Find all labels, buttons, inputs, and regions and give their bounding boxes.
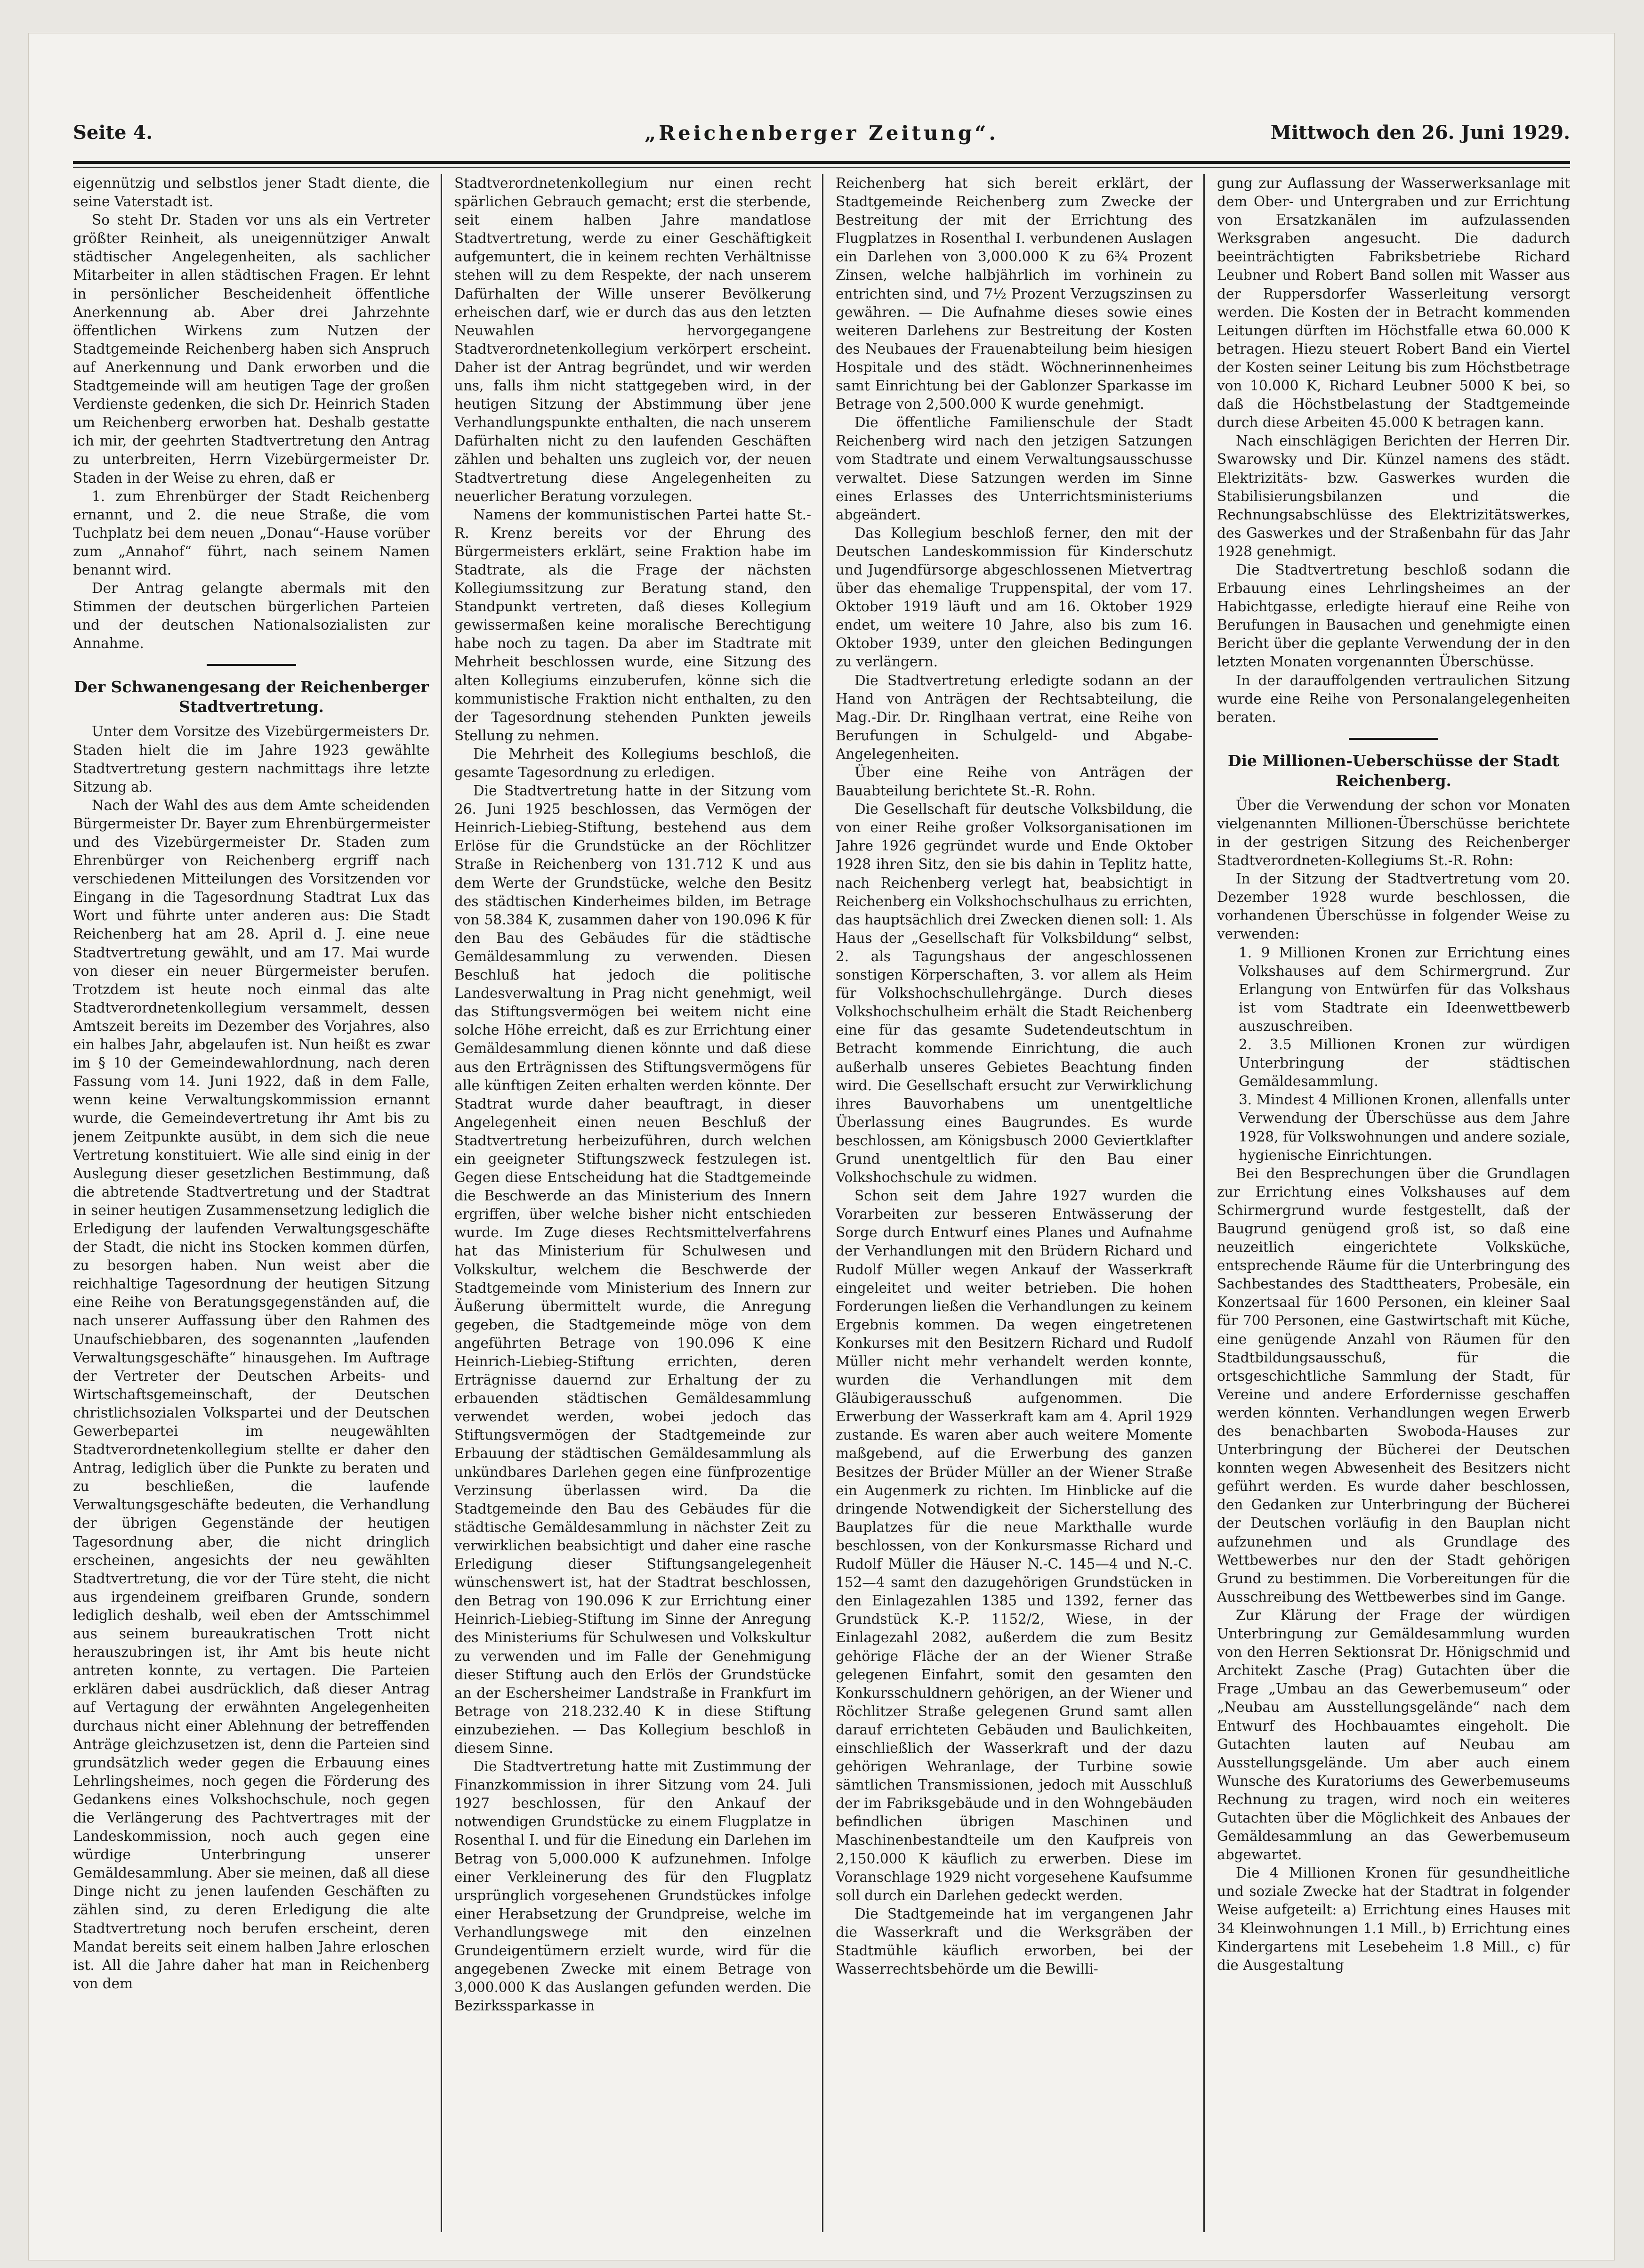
list-item: 3. Mindest 4 Millionen Kronen, allenfalls unter Verwendung der Überschüsse aus dem Jahre 1928, für Volkswohnungen und andere soziale, hygienische Einrichtungen. bbox=[1239, 1092, 1570, 1163]
paragraph: Die Gesellschaft für deutsche Volksbildung, die von einer Reihe großer Volksorganisationen im Jahre 1926 gegründet wurde und Ende Oktober 1928 ihren Sitz, den sie bis dahin in Teplitz hatte, nach Reichenberg verlegt hat, beabsichtigt in Reichenberg ein Volkshochschulhaus zu errichten, das hauptsächlich drei Zwecken dienen soll: 1. Als Haus der „Gesellschaft für Volksbildung“ selbst, 2. als Tagungshaus der angeschlossenen sonstigen Körperschaften, 3. vor allem als Heim für Volkshochschullehrgänge. Durch dieses Volkshochschulheim erhält die Stadt Reichenberg eine für das gesamte Sudetendeutschtum in Betracht kommende Einrichtung, die auch außerhalb unseres Gebietes Beachtung finden wird. Die Gesellschaft ersucht zur Verwirklichung ihres Bauvorhabens um unentgeltliche Überlassung eines Baugrundes. Es wurde beschlossen, am Königsbusch 2000 Geviertklafter Grund unentgeltlich für den Bau einer Volkshochschule zu widmen. bbox=[836, 801, 1193, 1186]
paragraph: Die Stadtvertretung hatte in der Sitzung vom 26. Juni 1925 beschlossen, das Vermögen der Heinrich-Liebieg-Stiftung, bestehend aus dem Erlöse für die Grundstücke an der Röchlitzer Straße in Reichenberg von 131.712 K und aus dem Werte der Grundstücke, welche den Besitz des städtischen Kinderheimes bilden, im Betrage von 58.384 K, zusammen daher von 190.096 K für den Bau des Gebäudes für die städtische Gemäldesammlung zu verwenden. Diesen Beschluß hat jedoch die politische Landesverwaltung in Prag nicht genehmigt, weil das Stiftungsvermögen bei weitem nicht eine solche Höhe erreicht, daß es zur Errichtung einer Gemäldesammlung dienen könnte und daß diese aus den Erträgnissen des Stiftungsvermögens für alle künftigen Zeiten erhalten werden könnte. Der Stadtrat wurde daher beauftragt, in dieser Angelegenheit einen neuen Beschluß der Stadtvertretung herbeizuführen, durch welchen ein geeigneter Stiftungszweck festzulegen ist. Gegen diese Entscheidung hat die Stadtgemeinde die Beschwerde an das Ministerium des Innern ergriffen, über welche bisher nicht entschieden wurde. Im Zuge dieses Rechtsmittelverfahrens hat das Ministerium für Schulwesen und Volkskultur, welchem die Beschwerde der Stadtgemeinde vom Ministerium des Innern zur Äußerung übermittelt wurde, die Anregung gegeben, die Stadtgemeinde möge von dem angeführten Betrage von 190.096 K eine Heinrich-Liebieg-Stiftung errichten, deren Erträgnisse dauernd zur Erhaltung der zu erbauenden städtischen Gemäldesammlung verwendet werden, wobei jedoch das Stiftungsvermögen der Stadtgemeinde zur Erbauung der städtischen Gemäldesammlung als unkündbares Darlehen gegen eine fünfprozentige Verzinsung überlassen wird. Da die Stadtgemeinde den Bau des Gebäudes für die städtische Gemäldesammlung in nächster Zeit zu verwirklichen beabsichtigt und daher eine rasche Erledigung dieser Stiftungsangelegenheit wünschenswert ist, hat der Stadtrat beschlossen, den Betrag von 190.096 K zur Errichtung einer Heinrich-Liebieg-Stiftung im Sinne der Anregung des Ministeriums für Schulwesen und Volkskultur zu verwenden und im Falle der Genehmigung dieser Stiftung auch den Erlös der Grundstücke an der Eschersheimer Landstraße in Frankfurt im Betrage von 218.232.40 K in diese Stiftung einzubeziehen. — Das Kollegium beschloß in diesem Sinne. bbox=[454, 783, 811, 1756]
paragraph: gung zur Auflassung der Wasserwerksanlage mit dem Ober- und Untergraben und zur Errichtung von Ersatzkanälen im aufzulassenden Werksgraben angesucht. Die dadurch beeinträchtigten Fabriksbetriebe Richard Leubner und Robert Band sollen mit Wasser aus der Ruppersdorfer Wasserleitung versorgt werden. Die Kosten der in Betracht kommenden Leitungen dürften im Höchstfalle etwa 60.000 K betragen. Hiezu steuert Robert Band ein Viertel der Kosten seiner Leitung bis zum Höchstbetrage von 10.000 K, Richard Leubner 5000 K bei, so daß die Höchstbelastung der Stadtgemeinde durch diese Arbeiten 45.000 K betragen kann. bbox=[1217, 175, 1570, 431]
column-2 bbox=[454, 174, 811, 2232]
paragraph: Zur Klärung der Frage der würdigen Unterbringung zur Gemäldesammlung wurden von den Herren Sektionsrat Dr. Hönigschmid und Architekt Zasche (Prag) Gutachten über die Frage „Umbau an das Gewerbemuseum“ oder „Neubau am Ausstellungsgelände“ nach dem Entwurf des Hochbauamtes eingeholt. Die Gutachten lauten auf Neubau am Ausstellungsgelände. Um aber auch einem Wunsche des Kuratoriums des Gewerbemuseums Rechnung zu tragen, wird noch ein weiteres Gutachten über die Möglichkeit des Anbaues der Gemäldesammlung an das Gewerbemuseum abgewartet. bbox=[1217, 1607, 1570, 1863]
paragraph: Die öffentliche Familienschule der Stadt Reichenberg wird nach den jetzigen Satzungen vom Stadtrate und einem Verwaltungsausschusse verwaltet. Diese Satzungen werden im Sinne eines Erlasses des Unterrichtsministeriums abgeändert. bbox=[836, 414, 1193, 523]
paragraph: In der Sitzung der Stadtvertretung vom 20. Dezember 1928 wurde beschlossen, die vorhandenen Überschüsse in folgender Weise zu verwenden: bbox=[1217, 871, 1570, 942]
article-headline: Die Millionen-Ueberschüsse der Stadt Reichenberg. bbox=[1227, 751, 1560, 790]
paragraph: So steht Dr. Staden vor uns als ein Vertreter größter Reinheit, als uneigennütziger Anwalt städtischer Angelegenheiten, als sachlicher Mitarbeiter in allen städtischen Fragen. Er lehnt in persönlicher Bescheidenheit öffentliche Anerkennung ab. Aber drei Jahrzehnte öffentlichen Wirkens zum Nutzen der Stadtgemeinde Reichenberg haben sich Anspruch auf Anerkennung und Dank erworben und die Stadtgemeinde will am heutigen Tage der großen Verdienste gedenken, die sich Dr. Heinrich Staden um Reichenberg erworben hat. Deshalb gestatte ich mir, der geehrten Stadtvertretung den Antrag zu unterbreiten, Herrn Vizebürgermeister Dr. Staden in der Weise zu ehren, daß er bbox=[73, 212, 430, 486]
column-divider bbox=[822, 174, 823, 2232]
list-item: 1. 9 Millionen Kronen zur Errichtung eines Volkshauses auf dem Schirmergrund. Zur Erlangung von Entwürfen für das Volkshaus ist vom Stadtrate ein Ideenwettbewerb auszuschreiben. bbox=[1239, 944, 1570, 1034]
paragraph: In der darauffolgenden vertraulichen Sitzung wurde eine Reihe von Personalangelegenheiten beraten. bbox=[1217, 672, 1570, 725]
issue-date: Mittwoch den 26. Juni 1929. bbox=[1270, 122, 1570, 144]
paragraph: 1. zum Ehrenbürger der Stadt Reichenberg ernannt, und 2. die neue Straße, die vom Tuchplatz bei dem neuen „Donau“-Hause vorüber zum „Annahof“ führt, nach seinem Namen benannt wird. bbox=[73, 488, 430, 578]
column-4 bbox=[1217, 174, 1570, 2232]
paragraph: Über die Verwendung der schon vor Monaten vielgenannten Millionen-Überschüsse berichtete in der gestrigen Sitzung des Reichenberger Stadtverordneten-Kollegiums St.-R. Rohn: bbox=[1217, 797, 1570, 869]
paragraph: Die Stadtvertretung erledigte sodann an der Hand von Anträgen der Rechtsabteilung, die Mag.-Dir. Dr. Ringlhaan vertrat, eine Reihe von Berufungen in Schulgeld- und Abgabe-Angelegenheiten. bbox=[836, 672, 1193, 762]
paragraph: Unter dem Vorsitze des Vizebürgermeisters Dr. Staden hielt die im Jahre 1923 gewählte Stadtvertretung gestern nachmittags ihre letzte Sitzung ab. bbox=[73, 723, 430, 795]
paragraph: Der Antrag gelangte abermals mit den Stimmen der deutschen bürgerlichen Parteien und der deutschen Nationalsozialisten zur Annahme. bbox=[73, 580, 430, 652]
article-headline: Der Schwanengesang der Reichenberger Stadtvertretung. bbox=[74, 678, 429, 716]
list-item: 2. 3.5 Millionen Kronen zur würdigen Unterbringung der städtischen Gemäldesammlung. bbox=[1239, 1037, 1570, 1090]
paragraph: Über eine Reihe von Anträgen der Bauabteilung berichtete St.-R. Rohn. bbox=[836, 764, 1193, 799]
paragraph: Die Stadtvertretung beschloß sodann die Erbauung eines Lehrlingsheimes an der Habichtgasse, erledigte hierauf eine Reihe von Berufungen in Bausachen und genehmigte einen Bericht über die geplante Verwendung der in den letzten Monaten vorgenannten Überschüsse. bbox=[1217, 561, 1570, 670]
column-3 bbox=[836, 174, 1193, 2232]
masthead-title: „Reichenberger Zeitung“. bbox=[644, 122, 999, 145]
paragraph: Die 4 Millionen Kronen für gesundheitliche und soziale Zwecke hat der Stadtrat in folgender Weise aufgeteilt: a) Errichtung eines Hauses mit 34 Kleinwohnungen 1.1 Mill., b) Errichtung eines Kindergartens mit Lesebeheim 1.8 Mill., c) für die Ausgestaltung bbox=[1217, 1865, 1570, 1973]
column-divider bbox=[1203, 174, 1205, 2232]
paragraph: Reichenberg hat sich bereit erklärt, der Stadtgemeinde Reichenberg zum Zwecke der Bestreitung der mit der Errichtung des Flugplatzes in Rosenthal I. verbundenen Auslagen ein Darlehen von 3,000.000 K zu 6¾ Prozent Zinsen, welche halbjährlich im vorhinein zu entrichten sind, und 7½ Prozent Verzugszinsen zu gewähren. — Die Aufnahme dieses sowie eines weiteren Darlehens zur Bestreitung der Kosten des Neubaues der Frauenabteilung beim hiesigen Hospitale und des städt. Wöchnerinnenheimes samt Einrichtung bei der Gablonzer Sparkasse im Betrage von 2,500.000 K wurde genehmigt. bbox=[836, 175, 1193, 413]
newspaper-page bbox=[28, 33, 1615, 2260]
paragraph: Stadtverordnetenkollegium nur einen recht spärlichen Gebrauch gemacht; erst die sterbende, seit einem halben Jahre mandatlose Stadtvertretung, werde zu einer Geschäftigkeit aufgemuntert, die in keinem rechten Verhältnisse stehen will zu dem Respekte, der nach unserem Dafürhalten der Wille unserer Bevölkerung erheischen darf, wie er durch das aus den letzten Neuwahlen hervorgegangene Stadtverordnetenkollegium verkörpert erscheint. Daher ist der Antrag begründet, und wir werden uns, falls ihm nicht stattgegeben wird, in der heutigen Sitzung der Abstimmung über jene Verhandlungspunkte enthalten, die nach unserem Dafürhalten nicht zu den laufenden Geschäften zählen und behalten uns zugleich vor, der neuen Stadtvertretung diese Angelegenheiten zu neuerlicher Beratung vorzulegen. bbox=[454, 175, 811, 504]
column-divider bbox=[441, 174, 442, 2232]
paragraph: Die Stadtvertretung hatte mit Zustimmung der Finanzkommission in ihrer Sitzung vom 24. Juli 1927 beschlossen, für den Ankauf der notwendigen Grundstücke zu einem Flugplatze in Rosenthal I. und für die Einedung ein Darlehen im Betrag von 5,000.000 K aufzunehmen. Infolge einer Verkleinerung des für den Flugplatz ursprünglich vorgesehenen Grundstückes infolge einer Herabsetzung der Grundpreise, welche im Verhandlungswege mit den einzelnen Grundeigentümern erzielt wurde, wird für die angegebenen Zwecke mit einem Betrage von 3,000.000 K das Auslangen gefunden werden. Die Bezirkssparkasse in bbox=[454, 1758, 811, 2014]
paragraph: Bei den Besprechungen über die Grundlagen zur Errichtung eines Volkshauses auf dem Schirmergrund wurde festgestellt, daß der Baugrund genügend groß ist, so daß eine neuzeitlich eingerichtete Volksküche, entsprechende Räume für die Unterbringung des Sachbestandes des Stadttheaters, Probesäle, ein Konzertsaal für 1600 Personen, ein kleiner Saal für 700 Personen, eine Gastwirtschaft mit Küche, eine genügende Anzahl von Räumen für den Stadtbildungsausschuß, für die ortsgeschichtliche Sammlung der Stadt, für Vereine und andere Erfordernisse geschaffen werden könnten. Verhandlungen wegen Erwerb des benachbarten Swoboda-Hauses zur Unterbringung der Bücherei der Deutschen konnten wegen Abwesenheit des Besitzers nicht geführt werden. Es wurde daher beschlossen, den Gedanken zur Unterbringung der Bücherei der Deutschen vorläufig in den Bauplan nicht aufzunehmen und als Grundlage des Wettbewerbes nur den der Stadt gehörigen Grund zu bestimmen. Die Vorbereitungen für die Ausschreibung des Wettbewerbes sind im Gange. bbox=[1217, 1165, 1570, 1605]
paragraph: Nach einschlägigen Berichten der Herren Dir. Swarowsky und Dir. Künzel namens des städt. Elektrizitäts- bzw. Gaswerkes wurden die Stabilisierungsbilanzen und die Rechnungsabschlüsse des Elektrizitätswerkes, des Gaswerkes und der Straßenbahn für das Jahr 1928 genehmigt. bbox=[1217, 433, 1570, 559]
paragraph: Schon seit dem Jahre 1927 wurden die Vorarbeiten zur besseren Entwässerung der Sorge durch Entwurf eines Planes und Aufnahme der Verhandlungen mit den Brüdern Richard und Rudolf Müller wegen Ankauf der Wasserkraft eingeleitet und weiter betrieben. Die hohen Forderungen ließen die Verhandlungen zu keinem Ergebnis kommen. Da wegen eingetretenen Konkurses mit den Besitzern Richard und Rudolf Müller nicht mehr verhandelt werden konnte, wurden die Verhandlungen mit dem Gläubigerausschuß aufgenommen. Die Erwerbung der Wasserkraft kam am 4. April 1929 zustande. Es waren aber auch weitere Momente maßgebend, auf die Erwerbung des ganzen Besitzes der Brüder Müller an der Wiener Straße ein Augenmerk zu richten. Im Hinblicke auf die dringende Notwendigkeit der Sicherstellung des Bauplatzes für die neue Markthalle wurde beschlossen, von der Konkursmasse Richard und Rudolf Müller die Häuser N.-C. 145—4 und N.-C. 152—4 samt den dazugehörigen Grundstücken in den Einlagezahlen 1385 und 1392, ferner das Grundstück K.-P. 1152/2, Wiese, in der Einlagezahl 2082, außerdem die zum Besitz gehörige Fläche der an der Wiener Straße gelegenen Einfahrt, somit den gesamten den Konkursschuldnern gehörigen, an der Wiener und Röchlitzer Straße gelegenen Grund samt allen darauf errichteten Gebäuden und Baulichkeiten, einschließlich der Wasserkraft und der dazu gehörigen Wehranlage, der Turbine sowie sämtlichen Transmissionen, jedoch mit Ausschluß der im Fabriksgebäude und in den Wohngebäuden befindlichen übrigen Maschinen und Maschinenbestandteile um den Kaufpreis von 2,150.000 K käuflich zu erwerben. Diese im Voranschlage 1929 nicht vorgesehene Kaufsumme soll durch ein Darlehen gedeckt werden. bbox=[836, 1188, 1193, 1904]
page-number: Seite 4. bbox=[73, 122, 153, 144]
page-header bbox=[73, 113, 1570, 151]
header-rule bbox=[73, 161, 1570, 164]
section-separator bbox=[207, 664, 296, 666]
header-rule-thin bbox=[73, 167, 1570, 168]
column-1 bbox=[73, 174, 430, 2232]
section-separator bbox=[1349, 738, 1438, 740]
paragraph: eigennützig und selbstlos jener Stadt diente, die seine Vaterstadt ist. bbox=[73, 175, 430, 210]
paragraph: Die Stadtgemeinde hat im vergangenen Jahr die Wasserkraft und die Werksgräben der Stadtmühle käuflich erworben, bei der Wasserrechtsbehörde um die Bewilli- bbox=[836, 1905, 1193, 1977]
paragraph: Die Mehrheit des Kollegiums beschloß, die gesamte Tagesordnung zu erledigen. bbox=[454, 745, 811, 780]
paragraph: Nach der Wahl des aus dem Amte scheidenden Bürgermeister Dr. Bayer zum Ehrenbürgermeister und des Vizebürgermeister Dr. Staden zum Ehrenbürger von Reichenberg ergriff nach verschiedenen Mitteilungen des Vorsitzenden vor Eingang in die Tagesordnung Stadtrat Lux das Wort und führte unter anderen aus: Die Stadt Reichenberg hat am 28. April d. J. eine neue Stadtvertretung gewählt, und am 17. Mai wurde von dieser ein neuer Bürgermeister berufen. Trotzdem ist heute noch einmal das alte Stadtverordnetenkollegium versammelt, dessen Amtszeit bereits im Dezember des Vorjahres, also ein halbes Jahr, abgelaufen ist. Nun heißt es zwar im § 10 der Gemeindewahlordnung, nach deren Fassung vom 14. Juni 1922, daß in dem Falle, wenn keine Verwaltungskommission ernannt wurde, die Gemeindevertretung ihr Amt bis zu jenem Zeitpunkte ausübt, in dem sich die neue Vertretung konstituiert. Wie alle sind einig in der Auslegung dieser gesetzlichen Bestimmung, daß die abtretende Stadtvertretung und der Stadtrat in seiner heutigen Zusammensetzung lediglich die Erledigung der laufenden Verwaltungsgeschäfte der Stadt, die nicht ins Stocken kommen dürfen, zu besorgen haben. Nun weist aber die reichhaltige Tagesordnung der heutigen Sitzung eine Reihe von Beratungsgegenständen auf, die nach unserer Auffassung über den Rahmen des Unaufschiebbaren, des sogenannten „laufenden Verwaltungsgeschäfte“ hinausgehen. Im Auftrage der Vertreter der Deutschen Arbeits- und Wirtschaftsgemeinschaft, der Deutschen christlichsozialen Volkspartei und der Deutschen Gewerbepartei im neugewählten Stadtverordnetenkollegium stellte er daher den Antrag, lediglich über die Punkte zu beraten und zu beschließen, die laufende Verwaltungsgeschäfte bedeuten, die Verhandlung der übrigen Gegenstände der heutigen Tagesordnung aber, die nicht dringlich erscheinen, angesichts der neu gewählten Stadtvertretung, die vor der Türe steht, die nicht aus irgendeinem greifbaren Grunde, sondern lediglich deshalb, weil eben der Amtsschimmel aus seinem bureaukratischen Trott nicht herauszubringen ist, ihr Amt bis heute nicht antreten konnte, zu vertagen. Die Parteien erklären dabei ausdrücklich, daß dieser Antrag auf Vertagung der erwähnten Angelegenheiten durchaus nicht einer Ablehnung der betreffenden Anträge gleichzusetzen ist, denn die Parteien sind grundsätzlich weder gegen die Erbauung eines Lehrlingsheimes, noch gegen die Förderung des Gedankens eines Volkshochschule, noch gegen die Verlängerung des Pachtvertrages mit der Landeskommission, noch auch gegen eine würdige Unterbringung unserer Gemäldesammlung. Aber sie meinen, daß all diese Dinge nicht zu jenen laufenden Geschäften zu zählen sind, zu deren Erledigung die alte Stadtvertretung noch berufen erscheint, deren Mandat bereits seit einem halben Jahre erloschen ist. All die Jahre daher hat man in Reichenberg von dem bbox=[73, 797, 430, 1992]
paragraph: Das Kollegium beschloß ferner, den mit der Deutschen Landeskommission für Kinderschutz und Jugendfürsorge abgeschlossenen Mietvertrag über das ehemalige Truppenspital, der vom 17. Oktober 1919 läuft und am 16. Oktober 1929 endet, um weitere 10 Jahre, also bis zum 16. Oktober 1939, unter den gleichen Bedingungen zu verlängern. bbox=[836, 525, 1193, 670]
paragraph: Namens der kommunistischen Partei hatte St.-R. Krenz bereits vor der Ehrung des Bürgermeisters erklärt, seine Fraktion habe im Stadtrate, als die Frage der nächsten Kollegiumssitzung zur Beratung stand, den Standpunkt vertreten, daß dieses Kollegium gewissermaßen keine moralische Berechtigung habe noch zu tagen. Da aber im Stadtrate mit Mehrheit beschlossen wurde, eine Sitzung des alten Kollegiums einzuberufen, könne sich die kommunistische Fraktion nicht enthalten, zu den der Tagesordnung stehenden Punkten jeweils Stellung zu nehmen. bbox=[454, 506, 811, 744]
